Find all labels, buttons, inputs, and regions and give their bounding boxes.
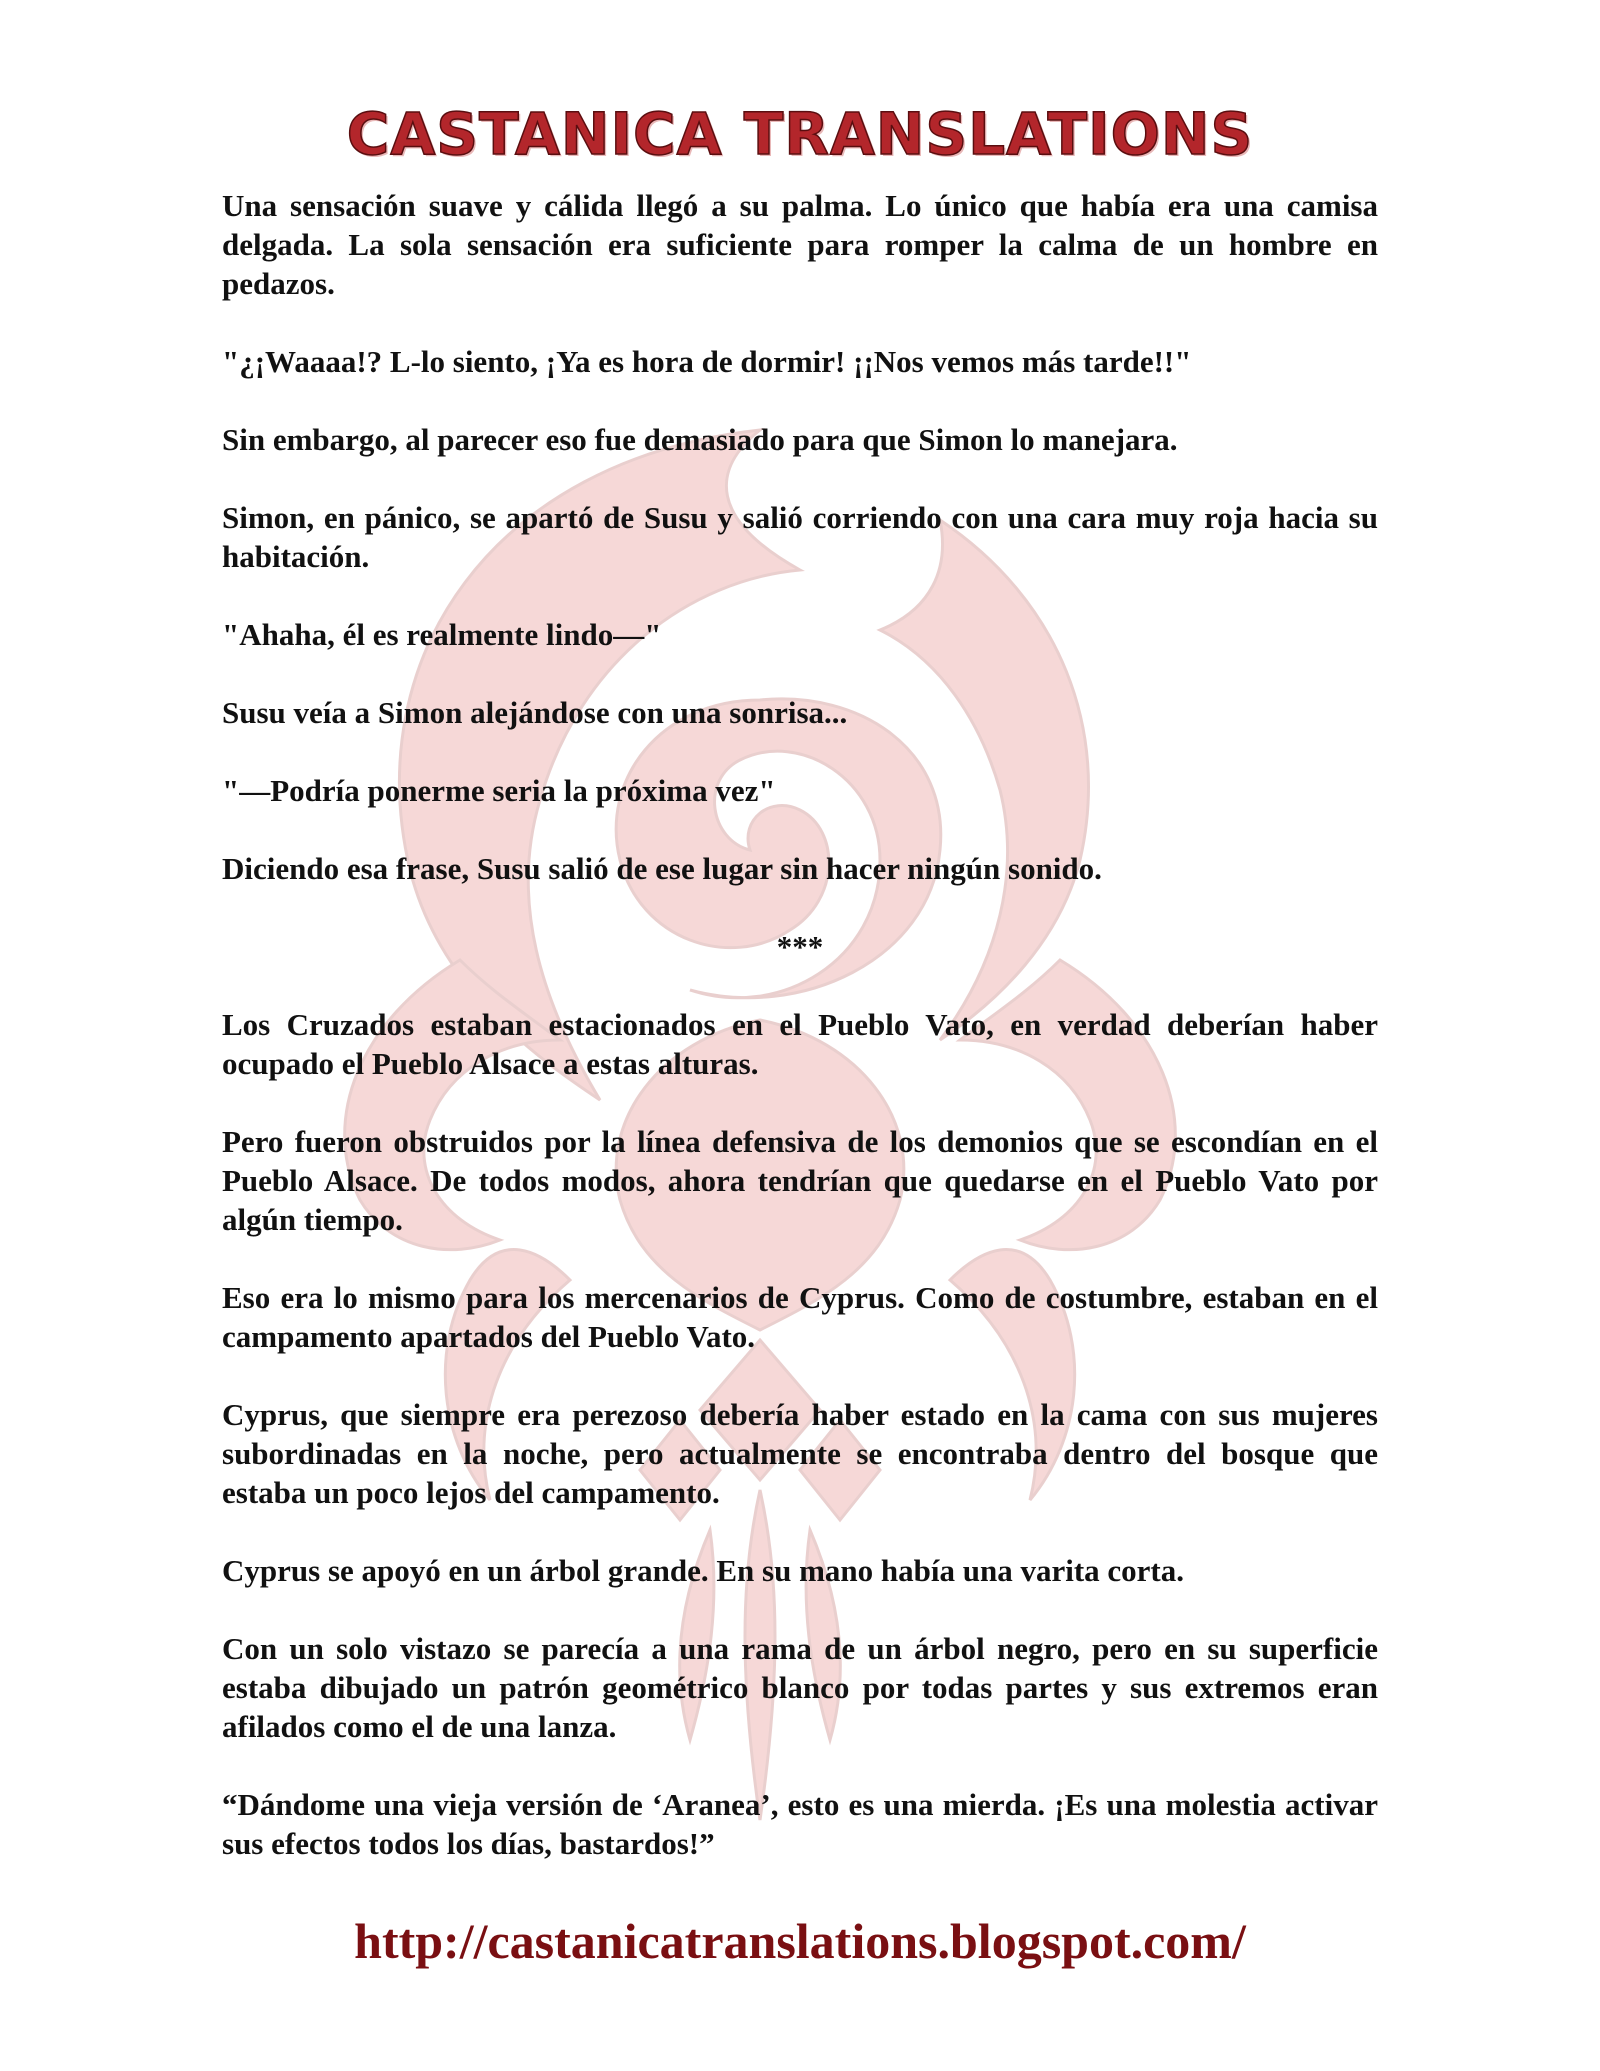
site-title: CASTANICA TRANSLATIONS bbox=[346, 100, 1254, 168]
paragraph: Los Cruzados estaban estacionados en el Pueblo Vato, en verdad deberían haber ocupado el Pueblo Alsace a estas alturas. bbox=[222, 1007, 1378, 1081]
section-separator: *** bbox=[776, 929, 824, 964]
paragraph: Diciendo esa frase, Susu salió de ese lugar sin hacer ningún sonido. bbox=[222, 851, 1102, 886]
paragraph: Pero fueron obstruidos por la línea defensiva de los demonios que se escondían en el Pueblo Alsace. De todos modos, ahora tendrían que quedarse en el Pueblo Vato por algún tiempo. bbox=[222, 1124, 1378, 1237]
blog-url-link[interactable]: http://castanicatranslations.blogspot.com/ bbox=[354, 1913, 1246, 1969]
document-body bbox=[222, 186, 1378, 1902]
paragraph: Sin embargo, al parecer eso fue demasiado para que Simon lo manejara. bbox=[222, 422, 1178, 457]
paragraph: Simon, en pánico, se apartó de Susu y salió corriendo con una cara muy roja hacia su habitación. bbox=[222, 500, 1378, 574]
paragraph: "—Podría ponerme seria la próxima vez" bbox=[222, 773, 776, 808]
paragraph: Cyprus se apoyó en un árbol grande. En su mano había una varita corta. bbox=[222, 1553, 1184, 1588]
paragraph: Cyprus, que siempre era perezoso debería haber estado en la cama con sus mujeres subordinadas en la noche, pero actualmente se encontraba dentro del bosque que estaba un poco lejos del campamento. bbox=[222, 1397, 1378, 1510]
page-footer bbox=[0, 1912, 1600, 1970]
paragraph: "Ahaha, él es realmente lindo—" bbox=[222, 617, 662, 652]
paragraph: “Dándome una vieja versión de ‘Aranea’, esto es una mierda. ¡Es una molestia activar sus efectos todos los días, bastardos!” bbox=[222, 1787, 1378, 1861]
paragraph: Eso era lo mismo para los mercenarios de Cyprus. Como de costumbre, estaban en el campamento apartados del Pueblo Vato. bbox=[222, 1280, 1378, 1354]
paragraph: Susu veía a Simon alejándose con una sonrisa... bbox=[222, 695, 848, 730]
paragraph: "¿¡Waaaa!? L-lo siento, ¡Ya es hora de dormir! ¡¡Nos vemos más tarde!!" bbox=[222, 344, 1192, 379]
page-header bbox=[0, 100, 1600, 168]
paragraph: Una sensación suave y cálida llegó a su palma. Lo único que había era una camisa delgada. La sola sensación era suficiente para romper la calma de un hombre en pedazos. bbox=[222, 188, 1378, 301]
paragraph: Con un solo vistazo se parecía a una rama de un árbol negro, pero en su superficie estaba dibujado un patrón geométrico blanco por todas partes y sus extremos eran afilados como el de una lanza. bbox=[222, 1631, 1378, 1744]
